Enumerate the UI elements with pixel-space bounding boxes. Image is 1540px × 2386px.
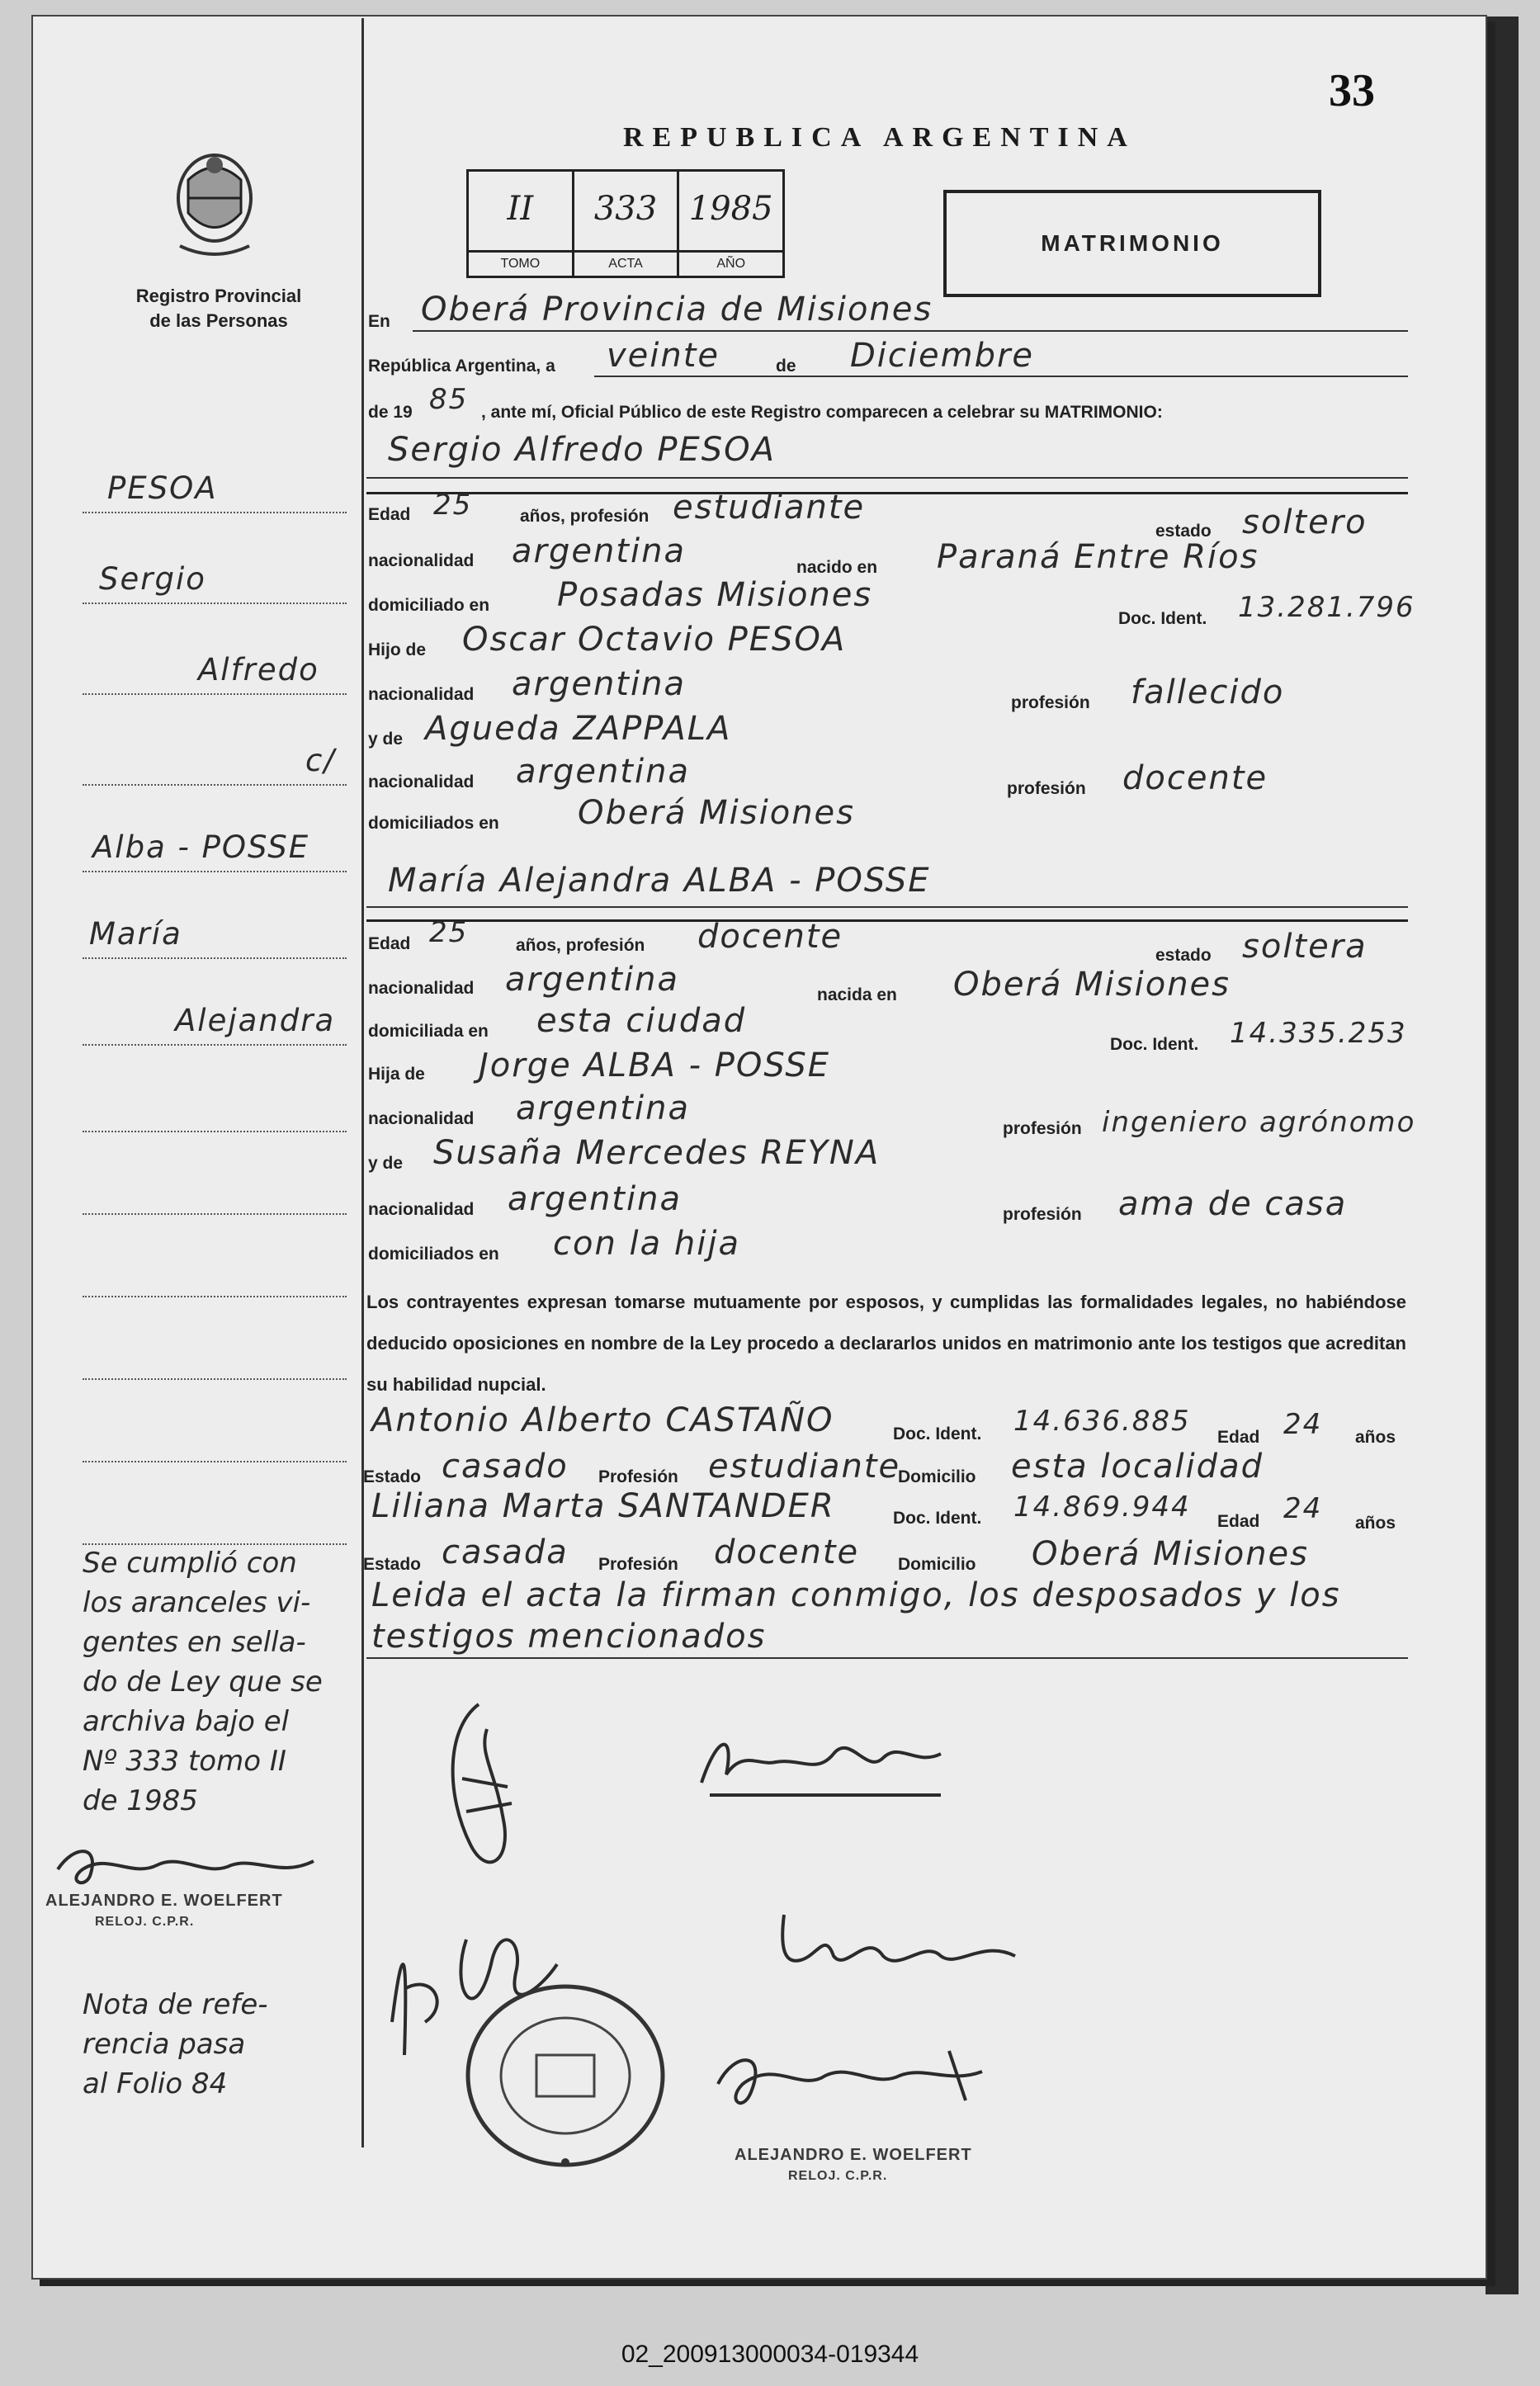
year-prefix: de 19 xyxy=(368,403,413,422)
margin-given-name-2: Alfredo xyxy=(198,652,319,687)
margin-given-name-1: Sergio xyxy=(99,561,206,597)
witness2-signature xyxy=(768,1898,1040,1981)
bride-madre: Susaña Mercedes REYNA xyxy=(433,1134,881,1172)
closing-line2: testigos mencionados xyxy=(371,1618,767,1656)
bride-madre-nac-label: nacionalidad xyxy=(368,1200,475,1219)
witness1-estado: casado xyxy=(442,1448,569,1486)
witness2-domicilio-label: Domicilio xyxy=(898,1555,976,1574)
tomo-acta-anio-box xyxy=(466,169,785,278)
bride-estado-label: estado xyxy=(1155,946,1212,965)
month-value: Diciembre xyxy=(850,337,1035,375)
place-underline xyxy=(413,330,1408,332)
official-seal xyxy=(458,1977,673,2175)
groom-padre-prof: fallecido xyxy=(1131,673,1285,711)
bride-domicilio: esta ciudad xyxy=(536,1002,747,1040)
anio-label: AÑO xyxy=(679,250,782,276)
witness2-domicilio: Oberá Misiones xyxy=(1032,1535,1310,1573)
bride-nacida-label: nacida en xyxy=(817,985,897,1004)
tomo-label: TOMO xyxy=(469,250,572,276)
witness2-name: Liliana Marta SANTANDER xyxy=(371,1487,835,1525)
margin-rule xyxy=(83,1044,347,1046)
bride-nac-label: nacionalidad xyxy=(368,979,475,998)
witness2-anios-label: años xyxy=(1355,1514,1396,1533)
groom-nacido-en: Paraná Entre Ríos xyxy=(937,538,1259,576)
date-underline xyxy=(594,376,1408,377)
bride-profesion: docente xyxy=(697,918,843,956)
margin-rule xyxy=(83,1461,347,1462)
witness2-doc: 14.869.944 xyxy=(1013,1491,1191,1524)
groom-madre-nac-label: nacionalidad xyxy=(368,772,475,791)
margin-reference-note: Nota de refe- rencia pasa al Folio 84 xyxy=(83,1988,268,2100)
groom-estado: soltero xyxy=(1242,503,1368,541)
closing-underline xyxy=(366,1657,1408,1659)
margin-surname-groom: PESOA xyxy=(107,470,218,506)
bride-name-underline xyxy=(366,906,1408,908)
groom-name-underline xyxy=(366,477,1408,479)
groom-profesion-label: años, profesión xyxy=(520,507,650,526)
bride-padre-prof: ingeniero agrónomo xyxy=(1102,1106,1416,1139)
witness2-profesion: docente xyxy=(714,1533,860,1571)
day-value: veinte xyxy=(607,337,720,375)
groom-domicilio: Posadas Misiones xyxy=(557,576,873,614)
witness1-edad-label: Edad xyxy=(1217,1428,1260,1447)
groom-nacido-label: nacido en xyxy=(796,558,878,577)
groom-doc: 13.281.796 xyxy=(1238,591,1415,624)
witness2-edad: 24 xyxy=(1283,1492,1323,1525)
bride-padres-dom: con la hija xyxy=(553,1225,740,1263)
tomo-value: II xyxy=(507,190,534,228)
bride-padre: Jorge ALBA - POSSE xyxy=(479,1047,830,1084)
witness1-estado-label: Estado xyxy=(363,1467,422,1486)
margin-divider xyxy=(361,18,364,2147)
bride-name: María Alejandra ALBA - POSSE xyxy=(388,862,931,900)
acta-value: 333 xyxy=(593,190,658,228)
margin-surname-bride: Alba - POSSE xyxy=(92,829,310,865)
groom-padre-nac: argentina xyxy=(512,665,686,703)
groom-estado-label: estado xyxy=(1155,522,1212,541)
margin-rule xyxy=(83,871,347,872)
coat-of-arms-emblem xyxy=(165,147,264,262)
bride-estado: soltera xyxy=(1242,928,1368,966)
bride-doc: 14.335.253 xyxy=(1230,1017,1407,1050)
groom-madre-nac: argentina xyxy=(516,753,690,791)
groom-profesion: estudiante xyxy=(673,489,866,527)
margin-given-name-4: Alejandra xyxy=(175,1003,336,1038)
witness1-anios-label: años xyxy=(1355,1428,1396,1447)
country-heading: REPUBLICA ARGENTINA xyxy=(623,122,1136,153)
acta-label: ACTA xyxy=(574,250,678,276)
margin-rule xyxy=(83,1213,347,1215)
witness2-estado-label: Estado xyxy=(363,1555,422,1574)
bride-padre-nac-label: nacionalidad xyxy=(368,1109,475,1128)
margin-officer-stamp-sub: RELOJ. C.P.R. xyxy=(95,1915,195,1929)
groom-dom-label: domiciliado en xyxy=(368,596,490,615)
groom-nacionalidad: argentina xyxy=(512,532,686,570)
witness1-edad: 24 xyxy=(1283,1408,1323,1441)
intro-statement: , ante mí, Oficial Público de este Registro comparecen a celebrar su MATRIMONIO: xyxy=(481,403,1163,422)
anio-value: 1985 xyxy=(688,190,773,228)
groom-padre-label: Hijo de xyxy=(368,640,427,659)
witness1-domicilio: esta localidad xyxy=(1011,1448,1264,1486)
witness1-name: Antonio Alberto CASTAÑO xyxy=(371,1401,834,1439)
groom-edad-label: Edad xyxy=(368,505,411,524)
margin-rule xyxy=(83,957,347,959)
officer-signature xyxy=(702,2034,1015,2125)
bride-padre-label: Hija de xyxy=(368,1065,425,1084)
year-value: 85 xyxy=(429,383,469,416)
groom-edad: 25 xyxy=(433,489,473,522)
groom-doc-label: Doc. Ident. xyxy=(1118,609,1207,628)
groom-madre-label: y de xyxy=(368,730,404,749)
margin-rule xyxy=(83,1296,347,1297)
bride-profesion-label: años, profesión xyxy=(516,936,645,955)
witness1-doc-label: Doc. Ident. xyxy=(893,1425,982,1443)
bride-separator xyxy=(366,919,1408,922)
bride-nacionalidad: argentina xyxy=(505,961,679,999)
margin-fee-note: Se cumplió con los aranceles vi- gentes en sella- do de Ley que se archiva bajo el Nº 333 tomo II de 1985 xyxy=(83,1547,323,1817)
anio-cell xyxy=(679,172,782,276)
registry-name: Registro Provincial de las Personas xyxy=(135,286,302,331)
bride-padres-dom-label: domiciliados en xyxy=(368,1245,499,1264)
closing-line1: Leida el acta la firman conmigo, los desposados y los xyxy=(371,1576,1341,1614)
groom-padre-prof-label: profesión xyxy=(1011,693,1090,712)
bride-edad-label: Edad xyxy=(368,934,411,953)
folio-number: 33 xyxy=(1329,65,1375,116)
groom-padre-nac-label: nacionalidad xyxy=(368,685,475,704)
margin-rule xyxy=(83,602,347,604)
bride-dom-label: domiciliada en xyxy=(368,1022,489,1041)
acta-cell xyxy=(574,172,680,276)
groom-nac-label: nacionalidad xyxy=(368,551,475,570)
bride-signature xyxy=(693,1717,957,1816)
de-label: de xyxy=(776,357,796,376)
witness2-doc-label: Doc. Ident. xyxy=(893,1509,982,1528)
witness2-profesion-label: Profesión xyxy=(598,1555,678,1574)
officer-stamp-sub: RELOJ. C.P.R. xyxy=(788,2169,888,2183)
officer-stamp-name: ALEJANDRO E. WOELFERT xyxy=(735,2146,972,2164)
groom-signature xyxy=(429,1696,536,1886)
bride-doc-label: Doc. Ident. xyxy=(1110,1035,1199,1054)
margin-connector: c/ xyxy=(305,743,336,778)
book-spine xyxy=(1486,17,1519,2294)
witness2-edad-label: Edad xyxy=(1217,1512,1260,1531)
groom-padres-dom-label: domiciliados en xyxy=(368,814,499,833)
bride-madre-prof-label: profesión xyxy=(1003,1205,1082,1224)
witness2-estado: casada xyxy=(442,1533,569,1571)
margin-rule xyxy=(83,693,347,695)
record-type-box: MATRIMONIO xyxy=(943,190,1321,297)
bride-madre-nac: argentina xyxy=(508,1180,682,1218)
groom-madre-prof-label: profesión xyxy=(1007,779,1086,798)
bride-padre-prof-label: profesión xyxy=(1003,1119,1082,1138)
margin-rule xyxy=(83,784,347,786)
witness1-domicilio-label: Domicilio xyxy=(898,1467,976,1486)
declaration-paragraph: Los contrayentes expresan tomarse mutuamente por esposos, y cumplidas las formalidades legales, no habiéndose deducido oposiciones en nombre de la Ley procedo a declararlos unidos en matrimonio ante los testigos que acreditan su habilidad nupcial. xyxy=(366,1292,1406,1395)
en-label: En xyxy=(368,312,390,331)
bride-padre-nac: argentina xyxy=(516,1089,690,1127)
margin-rule xyxy=(83,512,347,513)
margin-given-name-3: María xyxy=(89,916,182,952)
groom-padre: Oscar Octavio PESOA xyxy=(462,621,847,659)
margin-officer-stamp-name: ALEJANDRO E. WOELFERT xyxy=(45,1892,283,1910)
republica-label: República Argentina, a xyxy=(368,357,555,376)
image-filename: 02_200913000034-019344 xyxy=(621,2341,919,2368)
groom-madre-prof: docente xyxy=(1122,759,1268,797)
bride-madre-label: y de xyxy=(368,1154,404,1173)
tomo-cell xyxy=(469,172,574,276)
groom-padres-dom: Oberá Misiones xyxy=(578,794,856,832)
margin-rule xyxy=(83,1378,347,1380)
place-value: Oberá Provincia de Misiones xyxy=(421,291,933,328)
margin-rule xyxy=(83,1131,347,1132)
witness1-profesion-label: Profesión xyxy=(598,1467,678,1486)
groom-name: Sergio Alfredo PESOA xyxy=(388,431,776,469)
bride-edad: 25 xyxy=(429,916,469,949)
bride-madre-prof: ama de casa xyxy=(1118,1185,1348,1223)
groom-madre: Agueda ZAPPALA xyxy=(425,710,732,748)
witness1-profesion: estudiante xyxy=(708,1448,901,1486)
bride-nacida-en: Oberá Misiones xyxy=(953,966,1231,1004)
groom-separator xyxy=(366,492,1408,494)
witness1-doc: 14.636.885 xyxy=(1013,1405,1191,1438)
